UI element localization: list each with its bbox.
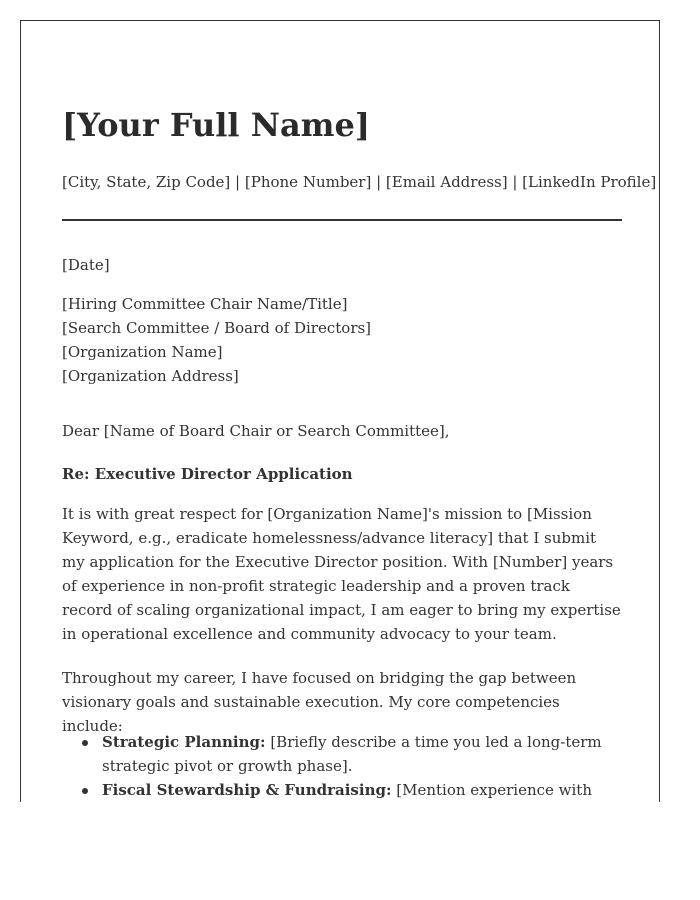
letter-page (20, 20, 660, 802)
competency-text: [Mention experience with (391, 781, 592, 799)
letter-date: [Date] (62, 256, 110, 274)
body-paragraph-2: Throughout my career, I have focused on bridging the gap between visionary goals and sustainable execution. My core competencies include: (62, 669, 577, 735)
recipient-line: [Hiring Committee Chair Name/Title] (62, 295, 348, 313)
recipient-line: [Search Committee / Board of Directors] (62, 319, 372, 337)
header-divider (62, 219, 622, 221)
bullet-icon (82, 740, 88, 746)
bullet-icon (82, 788, 88, 794)
recipient-line: [Organization Address] (62, 367, 239, 385)
subject-line: Re: Executive Director Application (62, 465, 353, 483)
competency-title: Strategic Planning: (102, 733, 266, 751)
salutation: Dear [Name of Board Chair or Search Committee], (62, 422, 450, 440)
recipient-address (62, 292, 371, 388)
applicant-name: [Your Full Name] (62, 106, 371, 144)
list-item (62, 778, 622, 802)
body-paragraph-1: It is with great respect for [Organization Name]'s mission to [Mission Keyword, e.g., eradicate homelessness/advance literacy] that I submit my application for the Executive Director position. With [Number] years of experience in non-profit strategic leadership and a proven track record of scaling organizational impact, I am eager to bring my expertise in operational excellence and community advocacy to your team. (62, 505, 621, 643)
competency-title: Fiscal Stewardship & Fundraising: (102, 781, 392, 799)
contact-line: [City, State, Zip Code] | [Phone Number] | [Email Address] | [LinkedIn Profile] (62, 173, 657, 191)
competencies-list (62, 730, 622, 802)
recipient-line: [Organization Name] (62, 343, 223, 361)
competency-text: [Briefly describe a time you led a long-term strategic pivot or growth phase]. (102, 733, 602, 775)
list-item (62, 730, 622, 778)
